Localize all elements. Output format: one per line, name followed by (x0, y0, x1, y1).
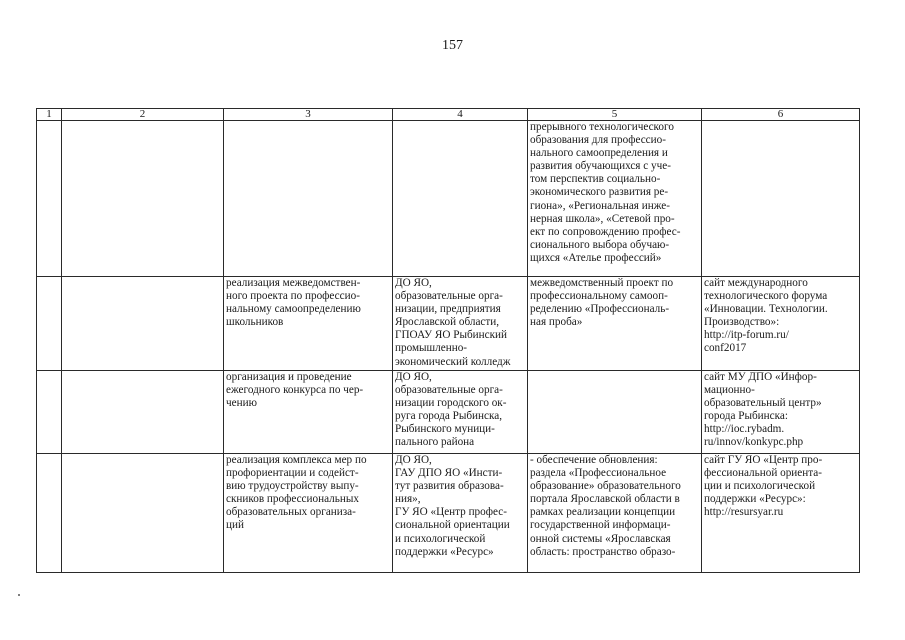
column-header: 1 (37, 109, 62, 121)
table-cell: сайт ГУ ЯО «Центр про- фессиональной ориента- ции и психологической поддержки «Ресурс»: http://resursyar.ru (702, 454, 860, 573)
table-cell: реализация комплекса мер по профориентации и содейст- вию трудоустройству выпу- скников профессиональных образовательных организа- ций (224, 454, 393, 573)
table-cell: организация и проведение ежегодного конкурса по чер- чению (224, 371, 393, 454)
table-cell (62, 371, 224, 454)
table-cell (528, 371, 702, 454)
table-row (37, 277, 860, 371)
table-cell (393, 121, 528, 277)
column-header: 5 (528, 109, 702, 121)
table-row (37, 454, 860, 573)
table-cell (224, 121, 393, 277)
column-header: 3 (224, 109, 393, 121)
data-table (36, 108, 860, 573)
table-cell: ДО ЯО, ГАУ ДПО ЯО «Инсти- тут развития образова- ния», ГУ ЯО «Центр профес- сиональной ориентации и психологической поддержки «Ресурс» (393, 454, 528, 573)
column-header: 6 (702, 109, 860, 121)
table-cell (37, 121, 62, 277)
column-header: 4 (393, 109, 528, 121)
table-cell: сайт международного технологического форума «Инновации. Технологии. Производство»: http://itp-forum.ru/ conf2017 (702, 277, 860, 371)
table-cell: ДО ЯО, образовательные орга- низации городского ок- руга города Рыбинска, Рыбинского муници- пального района (393, 371, 528, 454)
table-cell: межведомственный проект по профессиональному самооп- ределению «Профессиональ- ная проба» (528, 277, 702, 371)
table-cell (62, 454, 224, 573)
table-header-row (37, 109, 860, 121)
table-cell (702, 121, 860, 277)
scan-speck (18, 594, 20, 596)
table-cell: ДО ЯО, образовательные орга- низации, предприятия Ярославской области, ГПОАУ ЯО Рыбинский промышленно- экономический колледж (393, 277, 528, 371)
table-cell: реализация межведомствен- ного проекта по профессио- нальному самоопределению школьников (224, 277, 393, 371)
table-cell (62, 277, 224, 371)
table-row (37, 371, 860, 454)
column-header: 2 (62, 109, 224, 121)
table-cell: прерывного технологического образования для профессио- нального самоопределения и развития обучающихся с уче- том перспектив социально- экономического развития ре- гиона», «Региональная инже- нерная школа», «Сетевой про- ект по сопровождению профес- сионального выбора обучаю- щихся «Ателье профессий» (528, 121, 702, 277)
table-cell (62, 121, 224, 277)
table-row (37, 121, 860, 277)
table-cell (37, 277, 62, 371)
table-cell: сайт МУ ДПО «Инфор- мационно- образовательный центр» города Рыбинска: http://ioc.rybadm. ru/innov/konkyрс.php (702, 371, 860, 454)
page-number: 157 (442, 38, 463, 53)
table-cell (37, 371, 62, 454)
table-cell (37, 454, 62, 573)
table-cell: - обеспечение обновления: раздела «Профессиональное образование» образовательного портала Ярославской области в рамках реализации концепции государственной информаци- онной системы «Ярославская область: пространство образо- (528, 454, 702, 573)
